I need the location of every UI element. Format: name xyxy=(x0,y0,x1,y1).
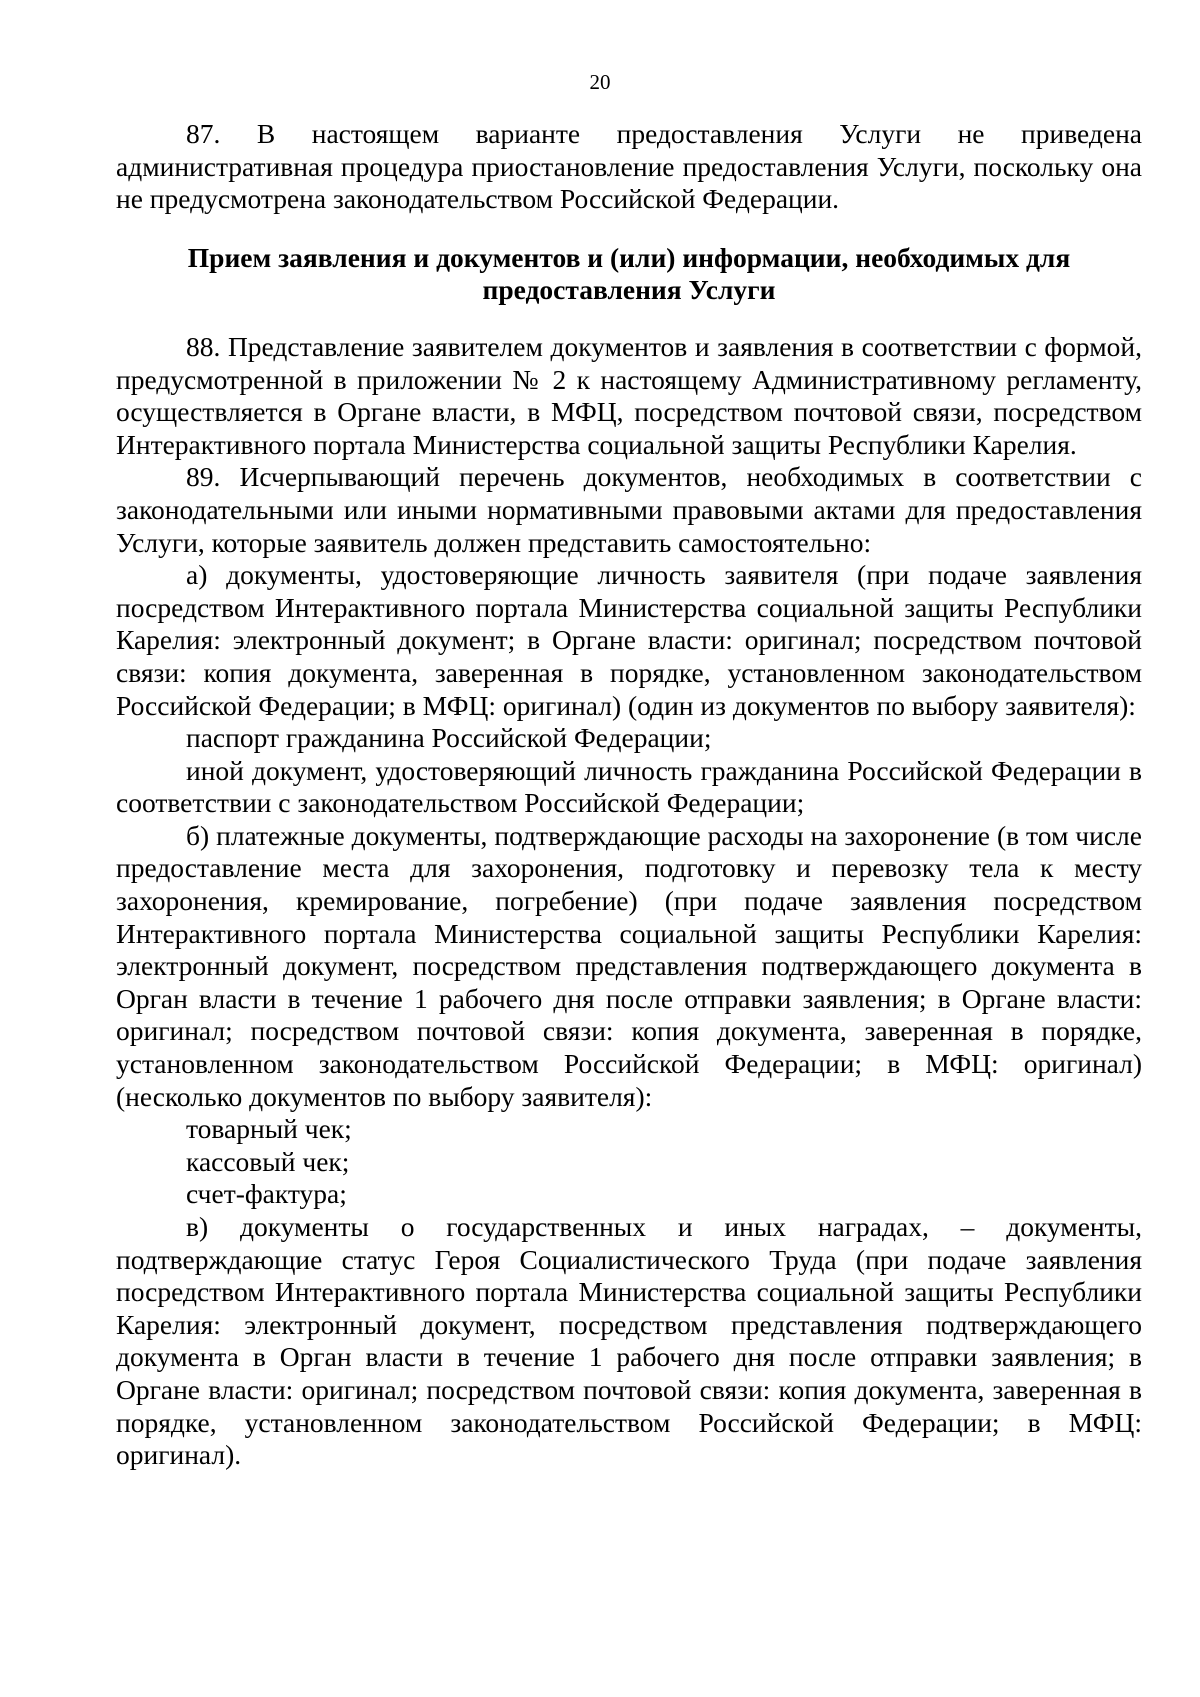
list-subitem-cash-receipt: кассовый чек; xyxy=(186,1145,350,1177)
paragraph-89: 89. Исчерпывающий перечень документов, необходимых в соответствии с законодательными или иными нормативными правовыми актами для предоставления Услуги, которые заявитель должен представить самостоятельно: xyxy=(116,461,1142,558)
list-item-b: б) платежные документы, подтверждающие расходы на захоронение (в том числе предоставление места для захоронения, подготовку и перевозку тела к месту захоронения, кремирование, погребение) (при подаче заявления посредством Интерактивного портала Министерства социальной защиты Республики Карелия: электронный документ, посредством представления подтверждающего документа в Орган власти в течение 1 рабочего дня после отправки заявления; в Органе власти: оригинал; посредством почтовой связи: копия документа, заверенная в порядке, установленном законодательством Российской Федерации; в МФЦ: оригинал) (несколько документов по выбору заявителя): xyxy=(116,819,1142,1112)
list-subitem-other-id: иной документ, удостоверяющий личность гражданина Российской Федерации в соответствии с законодательством Российской Федерации; xyxy=(116,754,1142,819)
list-subitem-invoice: счет-фактура; xyxy=(186,1178,347,1210)
section-heading: Прием заявления и документов и (или) информации, необходимых для предоставления Услуги xyxy=(187,241,1071,306)
list-item-v: в) документы о государственных и иных наградах, – документы, подтверждающие статус Героя Социалистического Труда (при подаче заявления посредством Интерактивного портала Министерства социальной защиты Республики Карелия: электронный документ, посредством представления подтверждающего документа в Орган власти в течение 1 рабочего дня после отправки заявления; в Органе власти: оригинал; посредством почтовой связи: копия документа, заверенная в порядке, установленном законодательством Российской Федерации; в МФЦ: оригинал). xyxy=(116,1211,1142,1471)
page-number: 20 xyxy=(589,70,611,94)
list-item-a: а) документы, удостоверяющие личность заявителя (при подаче заявления посредством Интерактивного портала Министерства социальной защиты Республики Карелия: электронный документ; в Органе власти: оригинал; посредством почтовой связи: копия документа, заверенная в порядке, установленном законодательством Российской Федерации; в МФЦ: оригинал) (один из документов по выбору заявителя): xyxy=(116,559,1142,721)
list-subitem-passport: паспорт гражданина Российской Федерации; xyxy=(186,722,712,754)
paragraph-88: 88. Представление заявителем документов и заявления в соответствии с формой, предусмотренной в приложении № 2 к настоящему Административному регламенту, осуществляется в Органе власти, в МФЦ, посредством почтовой связи, посредством Интерактивного портала Министерства социальной защиты Республики Карелия. xyxy=(116,330,1142,460)
document-body xyxy=(116,118,1142,1472)
list-subitem-sales-receipt: товарный чек; xyxy=(186,1113,352,1145)
paragraph-87: 87. В настоящем варианте предоставления Услуги не приведена административная процедура приостановление предоставления Услуги, поскольку она не предусмотрена законодательством Российской Федерации. xyxy=(116,118,1142,215)
